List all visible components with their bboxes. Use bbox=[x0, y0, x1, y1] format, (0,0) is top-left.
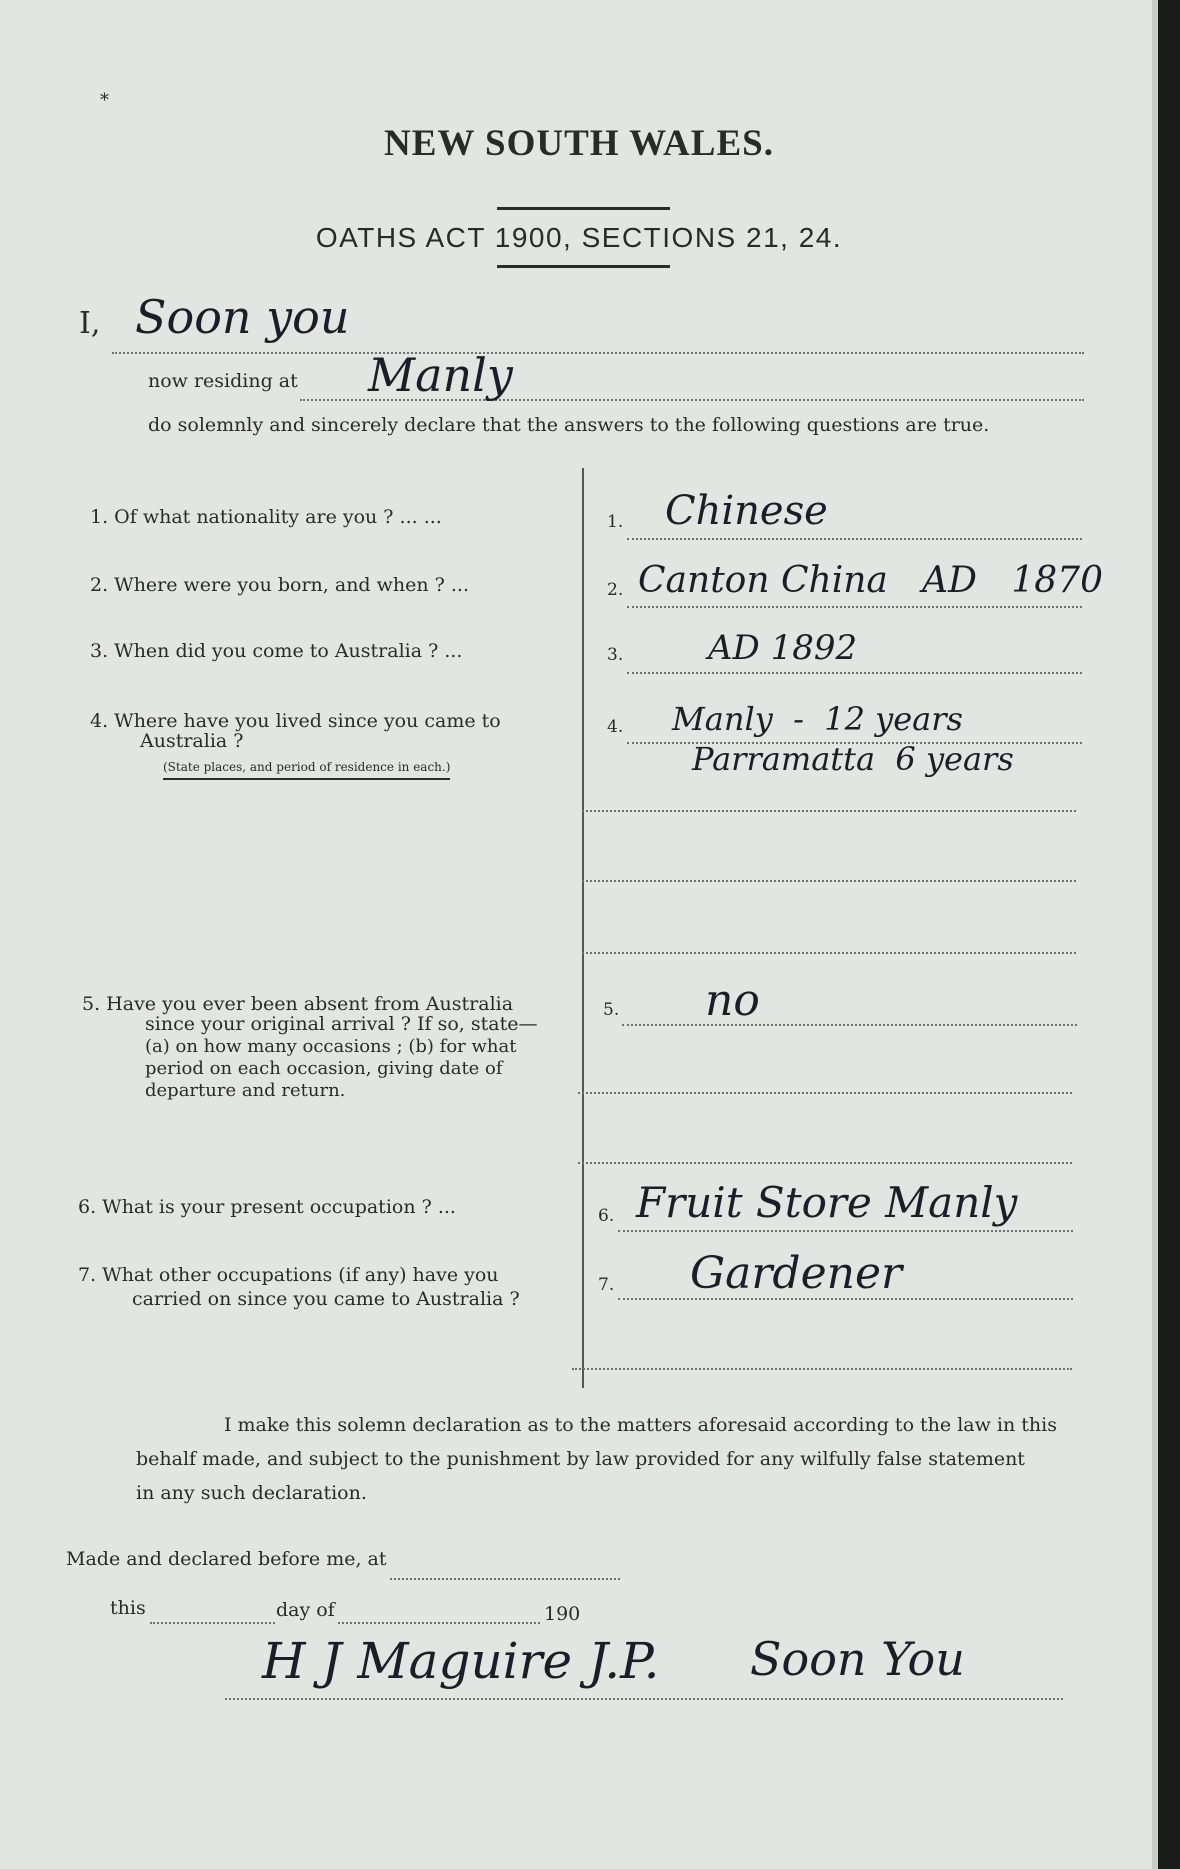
jp-signature: H J Maguire J.P. bbox=[262, 1632, 660, 1690]
year-prefix: 190 bbox=[544, 1603, 581, 1625]
question-5-line2: since your original arrival ? If so, state— bbox=[145, 1013, 538, 1035]
answer-5: no bbox=[705, 975, 760, 1026]
question-5-line4: period on each occasion, giving date of bbox=[145, 1058, 503, 1079]
declarant-signature: Soon You bbox=[750, 1632, 965, 1686]
declarant-prefix: I, bbox=[79, 306, 101, 341]
day-of-label: day of bbox=[276, 1599, 335, 1621]
month-line bbox=[338, 1620, 540, 1624]
solemn-line-3: in any such declaration. bbox=[136, 1482, 367, 1504]
answer-7: Gardener bbox=[690, 1248, 903, 1299]
page-subtitle: OATHS ACT 1900, SECTIONS 21, 24. bbox=[315, 222, 843, 253]
answer-4-number: 4. bbox=[607, 717, 624, 737]
answer-3-line bbox=[627, 670, 1082, 674]
question-6: 6. What is your present occupation ? ... bbox=[78, 1196, 456, 1218]
answer-5-extra-line-2 bbox=[578, 1160, 1072, 1164]
answer-4-extra-line-3 bbox=[582, 950, 1076, 954]
answer-6: Fruit Store Manly bbox=[636, 1178, 1018, 1227]
answer-2-number: 2. bbox=[607, 580, 624, 600]
question-4-note: (State places, and period of residence in each.) bbox=[163, 760, 450, 780]
answer-4-continued: Parramatta 6 years bbox=[692, 740, 1014, 778]
name-line bbox=[112, 350, 1084, 354]
answer-4-extra-line-2 bbox=[582, 878, 1076, 882]
subtitle-rule bbox=[497, 265, 670, 268]
solemn-line-1: I make this solemn declaration as to the matters aforesaid according to the law in this bbox=[224, 1414, 1057, 1436]
title-rule bbox=[497, 207, 670, 210]
answer-3: AD 1892 bbox=[708, 628, 858, 668]
answer-7-number: 7. bbox=[598, 1275, 615, 1295]
declaration-line: do solemnly and sincerely declare that the answers to the following questions are true. bbox=[148, 414, 990, 436]
question-7-line2: carried on since you came to Australia ? bbox=[132, 1288, 520, 1310]
solemn-line-2: behalf made, and subject to the punishment by law provided for any wilfully false statement bbox=[136, 1448, 1025, 1470]
column-divider bbox=[582, 468, 584, 1388]
residence: Manly bbox=[368, 348, 513, 402]
answer-3-number: 3. bbox=[607, 645, 624, 665]
answer-5-line bbox=[622, 1022, 1077, 1026]
answer-6-number: 6. bbox=[598, 1206, 615, 1226]
answer-1-line bbox=[627, 536, 1082, 540]
answer-6-line bbox=[618, 1228, 1073, 1232]
corner-mark: * bbox=[100, 90, 109, 111]
answer-2-line bbox=[627, 604, 1082, 608]
signature-line bbox=[225, 1696, 1063, 1700]
answer-2: Canton China AD 1870 bbox=[638, 560, 1103, 601]
question-5-line5: departure and return. bbox=[145, 1080, 346, 1101]
place-line bbox=[390, 1576, 620, 1580]
made-declared-label: Made and declared before me, at bbox=[66, 1548, 387, 1570]
residing-label: now residing at bbox=[148, 370, 298, 392]
answer-7-extra-line bbox=[572, 1366, 1072, 1370]
question-4-line2: Australia ? bbox=[140, 730, 244, 752]
question-5-line1: 5. Have you ever been absent from Australia bbox=[82, 993, 514, 1015]
question-2: 2. Where were you born, and when ? ... bbox=[90, 574, 469, 596]
answer-4-extra-line-1 bbox=[582, 808, 1076, 812]
question-1: 1. Of what nationality are you ? ... ... bbox=[90, 506, 442, 528]
answer-1-number: 1. bbox=[607, 512, 624, 532]
answer-4: Manly - 12 years bbox=[672, 700, 963, 738]
answer-5-extra-line-1 bbox=[578, 1090, 1072, 1094]
declarant-name: Soon you bbox=[135, 290, 350, 344]
page-title: NEW SOUTH WALES. bbox=[384, 123, 774, 164]
question-3: 3. When did you come to Australia ? ... bbox=[90, 640, 463, 662]
answer-1: Chinese bbox=[665, 488, 828, 534]
question-4-line1: 4. Where have you lived since you came to bbox=[90, 710, 501, 732]
answer-5-number: 5. bbox=[603, 1000, 620, 1020]
day-line bbox=[150, 1620, 275, 1624]
question-7-line1: 7. What other occupations (if any) have you bbox=[78, 1264, 499, 1286]
this-label: this bbox=[110, 1597, 146, 1619]
question-5-line3: (a) on how many occasions ; (b) for what bbox=[145, 1036, 517, 1057]
